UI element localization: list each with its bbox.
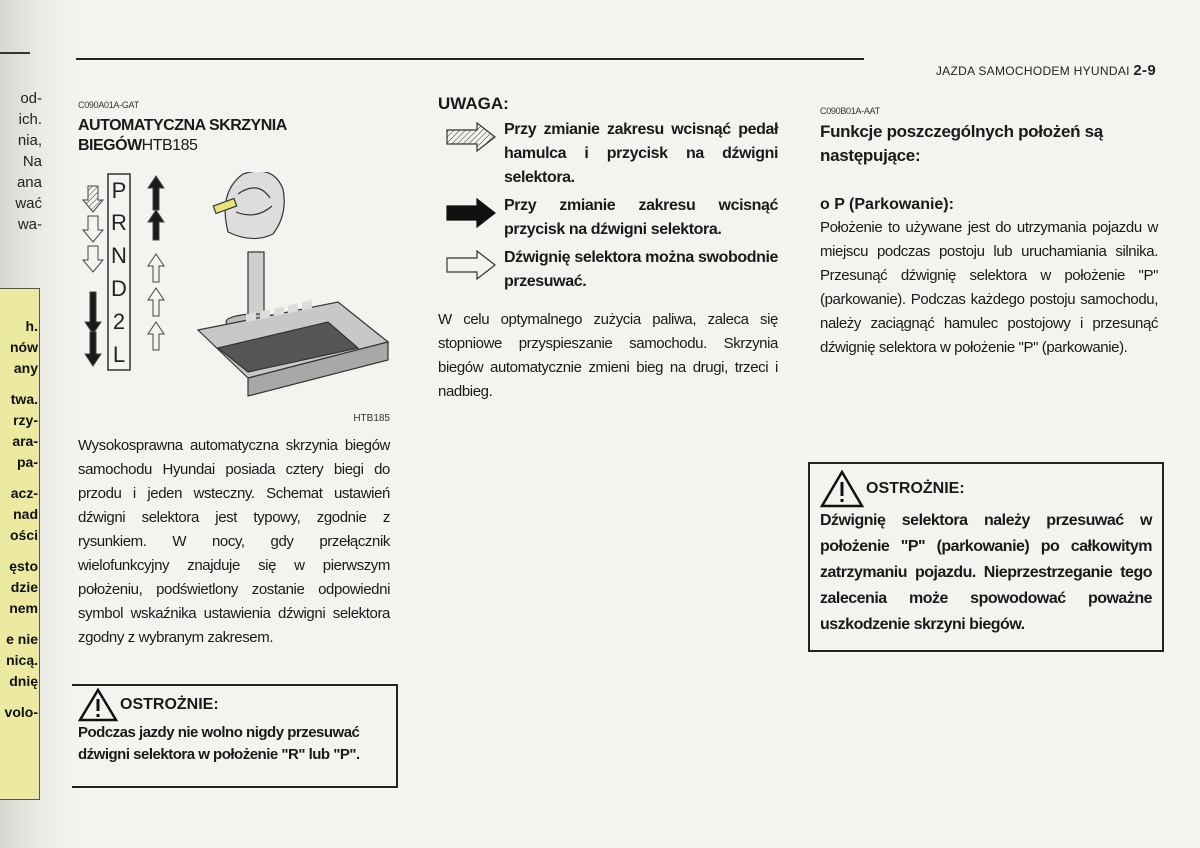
edge-box-line: nicą. <box>6 652 38 668</box>
notes-heading: UWAGA: <box>438 94 509 113</box>
solid-up-arrow-icon <box>148 176 164 210</box>
gear-indicator-frame <box>108 174 130 370</box>
solid-down-arrow-icon <box>85 292 101 334</box>
park-subtitle: o P (Parkowanie): <box>820 196 954 213</box>
section-code: C090A01A-GAT <box>78 100 139 110</box>
solid-down-arrow-icon <box>85 332 101 366</box>
gear-letter-l: L <box>112 342 126 367</box>
edge-box-line <box>0 619 38 629</box>
edge-box-line: dzie <box>10 579 38 595</box>
edge-text-line: wa- <box>17 216 42 233</box>
note-text-free-move: Dźwignię selektora można swobodnie przesuwać. <box>504 249 778 290</box>
section-title-automatic-transmission <box>78 116 390 156</box>
transmission-description: Wysokosprawna automatyczna skrzynia biegów samochodu Hyundai posiada cztery biegi do przodu i jeden wsteczny. Schemat ustawień dźwigni selektora jest typowy, zgodnie z rysunkiem. W nocy, gdy przełącznik wielofunkcyjny znajduje się w pierwszym położeniu, podświetlony zostanie odpowiedni symbol wskaźnika ustawienia dźwigni selektora zgodny z wybranym zakresem. <box>78 437 390 646</box>
edge-box-line: e nie <box>6 631 38 647</box>
title-line-2 <box>78 136 390 156</box>
shift-lever-icon <box>213 172 286 330</box>
column-positions <box>820 106 1158 360</box>
page-number: 2-9 <box>1133 62 1156 79</box>
title-line-2-bold: BIEGÓW <box>78 137 142 154</box>
warning-text: Podczas jazdy nie wolno nigdy przesuwać dźwigni selektora w położenie "R" lub "P". <box>78 724 360 763</box>
outline-up-arrow-icon <box>148 254 164 282</box>
gear-letter-p: P <box>111 178 127 203</box>
gear-letter-2: 2 <box>112 309 126 334</box>
edge-box-line: acz- <box>10 485 38 501</box>
edge-box-line: dnię <box>9 673 38 689</box>
previous-page-text <box>0 88 42 235</box>
column-notes <box>438 94 778 404</box>
outline-up-arrow-icon <box>148 288 164 316</box>
warning-header <box>78 688 390 722</box>
gear-selector-illustration <box>78 172 390 422</box>
note-item <box>438 118 778 190</box>
edge-box-line: volo- <box>4 704 38 720</box>
note-text-brake-and-button: Przy zmianie zakresu wcisnąć pedał hamulca i przycisk na dźwigni selektora. <box>504 121 778 186</box>
fuel-economy-text: W celu optymalnego zużycia paliwa, zaleca się stopniowe przyspieszanie samochodu. Skrzynia biegów automatycznie zmieni bieg na drugi, trzeci i nadbieg. <box>438 311 778 400</box>
outline-down-arrow-icon <box>83 216 103 242</box>
note-item <box>438 194 778 242</box>
edge-box-line: twa. <box>10 391 38 407</box>
positions-title: Funkcje poszczególnych położeń są następujące: <box>820 122 1103 165</box>
warning-title: OSTROŻNIE: <box>866 480 965 497</box>
edge-text-line: wać <box>15 195 42 212</box>
gear-letters <box>111 178 127 367</box>
left-arrows-column <box>83 186 103 366</box>
shifter-console <box>198 300 388 396</box>
edge-box-line: pa- <box>17 454 38 470</box>
edge-box-line <box>0 546 38 556</box>
warning-box-reverse <box>72 684 398 788</box>
outline-down-arrow-icon <box>83 246 103 272</box>
gear-selector-drawing <box>78 172 390 422</box>
edge-box-line: rzy- <box>13 412 38 428</box>
solid-arrow-icon <box>445 198 497 228</box>
gear-letter-n: N <box>111 243 127 268</box>
page-header <box>936 62 1156 79</box>
title-line-1: AUTOMATYCZNA SKRZYNIA <box>78 117 287 134</box>
edge-box-line: ęsto <box>9 558 38 574</box>
hatched-arrow-icon <box>445 122 497 152</box>
column-automatic-transmission <box>78 100 390 650</box>
warning-triangle-icon <box>820 470 864 508</box>
edge-box-line <box>0 473 38 483</box>
edge-box-line <box>0 379 38 389</box>
previous-page-rule <box>0 52 30 54</box>
figure-label: HTB185 <box>353 413 390 424</box>
edge-text-line: nia, <box>17 132 42 149</box>
section-code: C090B01A-AAT <box>820 106 880 116</box>
edge-box-line: h. <box>25 318 38 334</box>
edge-box-line: any <box>13 360 38 376</box>
previous-page-note-text <box>0 316 38 723</box>
edge-text-line: ana <box>16 174 42 191</box>
warning-triangle-icon <box>78 688 118 722</box>
edge-text-line: ich. <box>18 111 42 128</box>
edge-box-line: nów <box>10 339 38 355</box>
warning-title: OSTROŻNIE: <box>120 696 219 713</box>
edge-box-line: ara- <box>12 433 38 449</box>
warning-box-park <box>808 462 1164 652</box>
gear-letter-d: D <box>111 276 127 301</box>
solid-up-arrow-icon <box>148 210 164 240</box>
note-item <box>438 246 778 294</box>
header-rule <box>76 58 864 60</box>
edge-box-line: nad <box>13 506 38 522</box>
warning-text: Dźwignię selektora należy przesuwać w położenie "P" (parkowanie) po całkowitym zatrzymaniu pojazdu. Nieprzestrzeganie tego zalecenia może spowodować poważne uszkodzenie skrzyni biegów. <box>820 512 1152 633</box>
right-arrows-column <box>148 176 164 350</box>
park-description: Położenie to używane jest do utrzymania pojazdu w miejscu podczas postoju lub uruchamiania silnika. Przesunąć dźwignię selektora w położenie "P" (parkowanie). Podczas każdego postoju samochodu, należy zaciągnąć hamulec postojowy i przesunąć dźwignię selektora w położenie "P" (parkowanie). <box>820 219 1158 356</box>
edge-box-line <box>0 692 38 702</box>
edge-box-line: ości <box>9 527 38 543</box>
edge-box-line: nem <box>9 600 38 616</box>
title-line-2-tail: HTB185 <box>141 137 198 154</box>
edge-text-line: od- <box>20 90 42 107</box>
hatched-down-arrow-icon <box>83 186 103 212</box>
outline-up-arrow-icon <box>148 322 164 350</box>
warning-header <box>820 470 1152 508</box>
outline-arrow-icon <box>445 250 497 280</box>
section-title: JAZDA SAMOCHODEM HYUNDAI <box>935 64 1130 78</box>
edge-text-line: Na <box>22 153 42 170</box>
gear-letter-r: R <box>111 210 127 235</box>
note-text-button: Przy zmianie zakresu wcisnąć przycisk na dźwigni selektora. <box>504 197 778 238</box>
